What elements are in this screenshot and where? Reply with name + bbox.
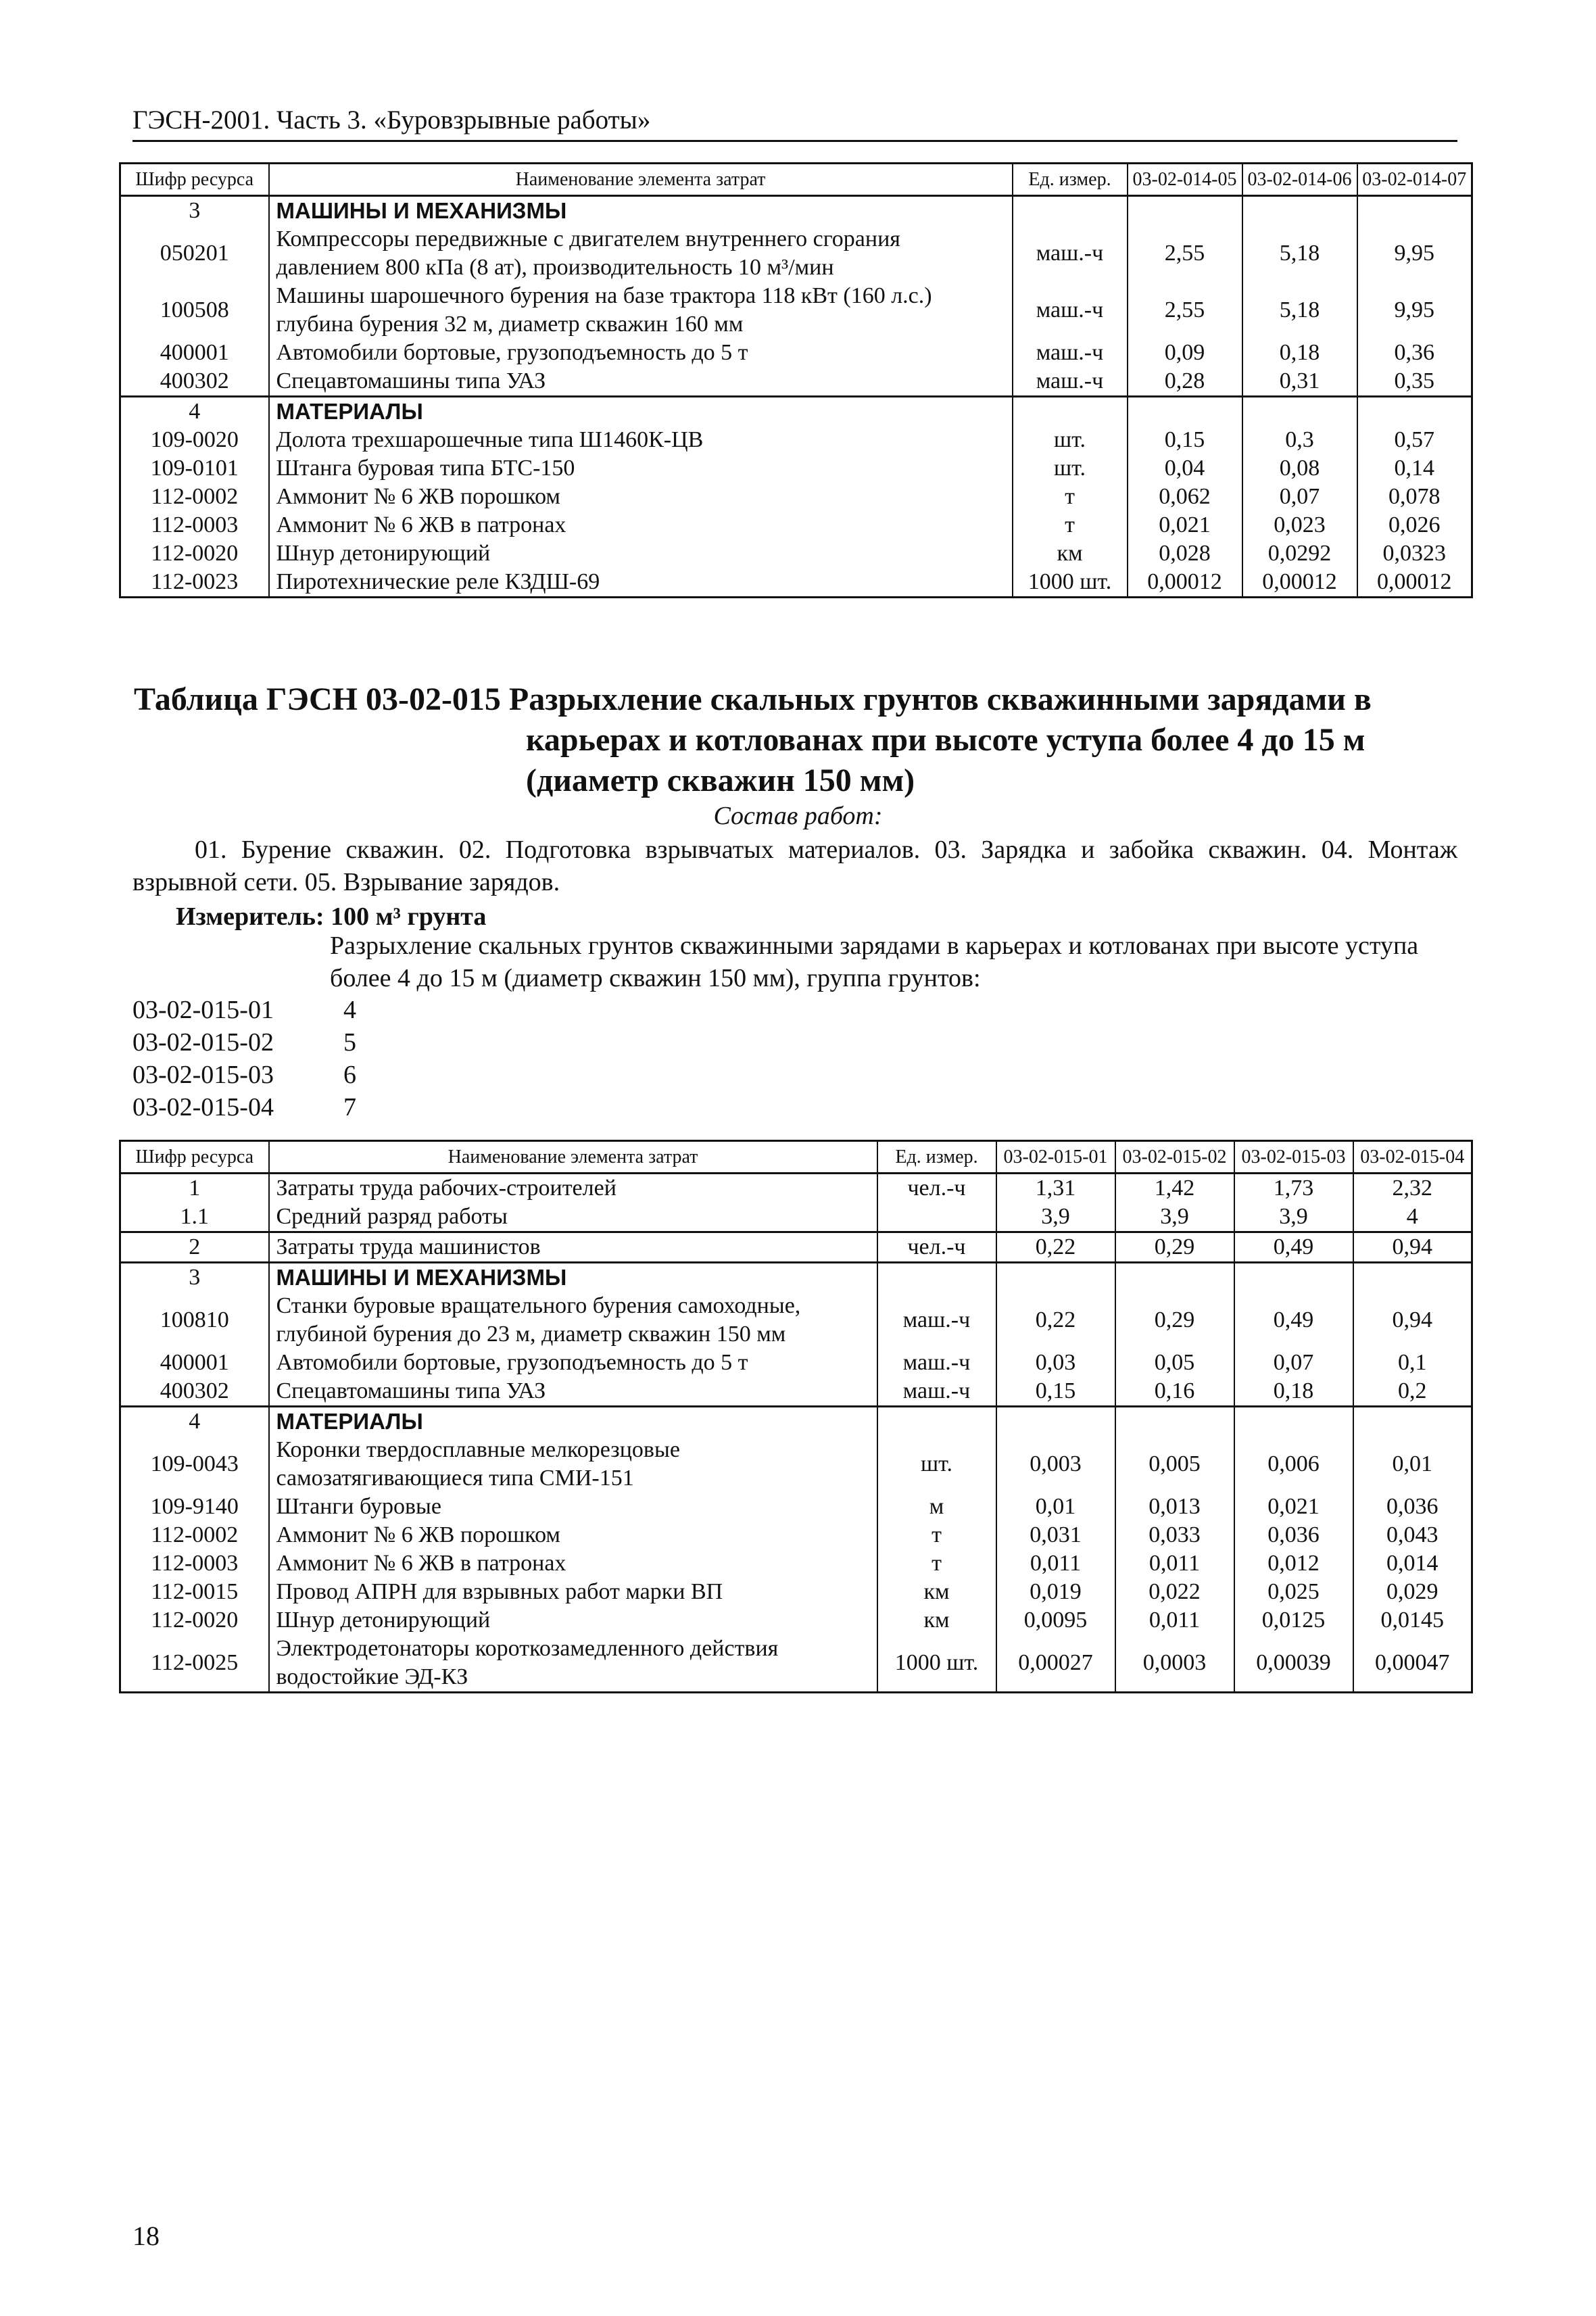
table-row [120, 339, 1472, 367]
cell-value [1115, 1263, 1234, 1293]
cell-value: 0,49 [1234, 1232, 1353, 1263]
table-header-row [120, 164, 1472, 196]
cell-value: 0,062 [1128, 483, 1242, 511]
cell-value: 0,57 [1357, 426, 1472, 454]
cell-value: 0,15 [1128, 426, 1242, 454]
cell-unit: шт. [1013, 454, 1128, 483]
cell-value: 0,35 [1357, 367, 1472, 397]
variant-list [132, 994, 356, 1124]
cell-name: Аммонит № 6 ЖВ порошком [269, 483, 1013, 511]
cell-value: 0,026 [1357, 511, 1472, 539]
section-row [120, 397, 1472, 427]
cell-value: 9,95 [1357, 225, 1472, 282]
cell-value: 1,42 [1115, 1174, 1234, 1203]
column-header-unit: Ед. измер. [1013, 164, 1128, 196]
table-row [120, 1174, 1472, 1203]
cell-name: Штанга буровая типа БТС-150 [269, 454, 1013, 483]
table-row [120, 1521, 1472, 1549]
cell-value: 4 [1353, 1203, 1472, 1232]
cell-value: 0,01 [1353, 1436, 1472, 1493]
table-title-line: карьерах и котлованах при высоте уступа более 4 до 15 м [526, 722, 1365, 758]
cell-name: Спецавтомашины типа УАЗ [269, 367, 1013, 397]
table-row [120, 1549, 1472, 1578]
cell-unit: т [877, 1549, 996, 1578]
cell-name: Автомобили бортовые, грузоподъемность до 5 т [269, 339, 1013, 367]
cell-value: 0,14 [1357, 454, 1472, 483]
cell-unit: маш.-ч [877, 1377, 996, 1407]
cell-unit: 1000 шт. [1013, 568, 1128, 598]
cell-value: 0,03 [996, 1349, 1115, 1377]
variant-item [132, 994, 356, 1026]
table-row [120, 426, 1472, 454]
cell-code: 109-0101 [120, 454, 269, 483]
cell-value: 9,95 [1357, 282, 1472, 339]
cell-code: 112-0002 [120, 1521, 269, 1549]
cell-unit: км [1013, 539, 1128, 568]
cell-name: Спецавтомашины типа УАЗ [269, 1377, 877, 1407]
cell-code: 050201 [120, 225, 269, 282]
cell-name: МАШИНЫ И МЕХАНИЗМЫ [269, 1263, 877, 1293]
variant-item [132, 1059, 356, 1091]
cell-unit [877, 1407, 996, 1437]
cell-name: Компрессоры передвижные с двигателем внутреннего сгорания давлением 800 кПа (8 ат), производительность 10 м³/мин [269, 225, 1013, 282]
cell-unit: т [877, 1521, 996, 1549]
table-body [120, 1174, 1472, 1693]
cell-value [1128, 397, 1242, 427]
cell-value: 0,0145 [1353, 1606, 1472, 1635]
table-row [120, 1436, 1472, 1493]
cell-unit: маш.-ч [1013, 282, 1128, 339]
variant-code: 03-02-015-03 [132, 1061, 274, 1089]
cell-value: 0,021 [1128, 511, 1242, 539]
cell-unit: маш.-ч [1013, 367, 1128, 397]
cell-value: 0,29 [1115, 1232, 1234, 1263]
cell-value: 5,18 [1242, 225, 1357, 282]
section-row [120, 1263, 1472, 1293]
cell-value [1115, 1407, 1234, 1437]
cell-value: 0,0323 [1357, 539, 1472, 568]
cell-unit: 1000 шт. [877, 1635, 996, 1693]
cell-code: 112-0002 [120, 483, 269, 511]
cell-value: 0,029 [1353, 1578, 1472, 1606]
cell-value: 0,00027 [996, 1635, 1115, 1693]
cell-name: Долота трехшарошечные типа Ш1460К-ЦВ [269, 426, 1013, 454]
column-header-code: Шифр ресурса [120, 164, 269, 196]
cell-value: 0,28 [1128, 367, 1242, 397]
cell-value: 0,00012 [1128, 568, 1242, 598]
cell-value: 5,18 [1242, 282, 1357, 339]
cell-value [1353, 1263, 1472, 1293]
cell-code: 400001 [120, 1349, 269, 1377]
cell-name: Затраты труда рабочих-строителей [269, 1174, 877, 1203]
cell-value: 3,9 [996, 1203, 1115, 1232]
cell-code: 112-0003 [120, 1549, 269, 1578]
cell-unit: т [1013, 483, 1128, 511]
column-header-variant: 03-02-015-03 [1234, 1141, 1353, 1174]
cell-code: 3 [120, 196, 269, 226]
table-row [120, 1203, 1472, 1232]
cell-value: 0,014 [1353, 1549, 1472, 1578]
table-row [120, 282, 1472, 339]
cell-unit: чел.-ч [877, 1232, 996, 1263]
cell-value: 0,3 [1242, 426, 1357, 454]
cell-code: 112-0020 [120, 1606, 269, 1635]
cell-value: 0,07 [1242, 483, 1357, 511]
cell-name: Автомобили бортовые, грузоподъемность до 5 т [269, 1349, 877, 1377]
cell-value: 0,08 [1242, 454, 1357, 483]
cell-value: 0,019 [996, 1578, 1115, 1606]
column-header-variant: 03-02-015-02 [1115, 1141, 1234, 1174]
cell-value: 1,31 [996, 1174, 1115, 1203]
cell-unit [1013, 196, 1128, 226]
cell-unit: шт. [1013, 426, 1128, 454]
cell-unit [877, 1263, 996, 1293]
table-row [120, 511, 1472, 539]
cell-value: 1,73 [1234, 1174, 1353, 1203]
cell-value: 2,32 [1353, 1174, 1472, 1203]
cell-value: 0,0125 [1234, 1606, 1353, 1635]
table-row [120, 367, 1472, 397]
resource-table-014 [119, 162, 1473, 598]
cell-value: 0,012 [1234, 1549, 1353, 1578]
column-header-variant: 03-02-014-07 [1357, 164, 1472, 196]
cell-value: 3,9 [1115, 1203, 1234, 1232]
column-header-unit: Ед. измер. [877, 1141, 996, 1174]
composition-text: 01. Бурение скважин. 02. Подготовка взрывчатых материалов. 03. Зарядка и забойка скважин. 04. Монтаж взрывной сети. 05. Взрывание зарядов. [132, 836, 1457, 896]
cell-name: МАШИНЫ И МЕХАНИЗМЫ [269, 196, 1013, 226]
cell-value: 0,31 [1242, 367, 1357, 397]
variant-group: 6 [343, 1061, 356, 1089]
cell-value: 0,09 [1128, 339, 1242, 367]
cell-unit: маш.-ч [877, 1349, 996, 1377]
table-row [120, 225, 1472, 282]
cell-name: Электродетонаторы короткозамедленного действия водостойкие ЭД-КЗ [269, 1635, 877, 1693]
variant-group: 4 [343, 996, 356, 1024]
cell-name: Аммонит № 6 ЖВ в патронах [269, 511, 1013, 539]
column-header-code: Шифр ресурса [120, 1141, 269, 1174]
cell-value: 0,021 [1234, 1493, 1353, 1521]
cell-code: 112-0020 [120, 539, 269, 568]
cell-value: 0,94 [1353, 1292, 1472, 1349]
table-row [120, 1292, 1472, 1349]
cell-value: 0,022 [1115, 1578, 1234, 1606]
cell-value [1234, 1263, 1353, 1293]
cell-code: 100508 [120, 282, 269, 339]
column-header-variant: 03-02-015-04 [1353, 1141, 1472, 1174]
table-row [120, 1606, 1472, 1635]
cell-name: Аммонит № 6 ЖВ в патронах [269, 1549, 877, 1578]
cell-value: 0,29 [1115, 1292, 1234, 1349]
cell-code: 109-9140 [120, 1493, 269, 1521]
cell-value [996, 1407, 1115, 1437]
variant-item [132, 1026, 356, 1059]
cell-value: 0,15 [996, 1377, 1115, 1407]
cell-value: 0,07 [1234, 1349, 1353, 1377]
cell-value: 0,01 [996, 1493, 1115, 1521]
cell-name: Аммонит № 6 ЖВ порошком [269, 1521, 877, 1549]
variant-code: 03-02-015-02 [132, 1028, 274, 1057]
cell-unit: м [877, 1493, 996, 1521]
cell-unit: маш.-ч [1013, 225, 1128, 282]
cell-code: 400001 [120, 339, 269, 367]
cell-unit [877, 1203, 996, 1232]
cell-unit: чел.-ч [877, 1174, 996, 1203]
table-row [120, 454, 1472, 483]
cell-name: Штанги буровые [269, 1493, 877, 1521]
cell-name: МАТЕРИАЛЫ [269, 1407, 877, 1437]
table-row [120, 1635, 1472, 1693]
cell-name: Провод АПРН для взрывных работ марки ВП [269, 1578, 877, 1606]
cell-value [1128, 196, 1242, 226]
variant-code: 03-02-015-01 [132, 996, 274, 1024]
page-number: 18 [132, 2221, 160, 2251]
table-row [120, 1493, 1472, 1521]
variant-group: 7 [343, 1093, 356, 1121]
cell-value [1357, 196, 1472, 226]
work-description: Разрыхление скальных грунтов скважинными зарядами в карьерах и котлованах при высоте уступа более 4 до 15 м (диаметр скважин 150 мм), группа грунтов: [330, 932, 1419, 992]
cell-value: 0,036 [1234, 1521, 1353, 1549]
cell-name: Затраты труда машинистов [269, 1232, 877, 1263]
cell-value: 0,94 [1353, 1232, 1472, 1263]
cell-code: 112-0025 [120, 1635, 269, 1693]
column-header-variant: 03-02-014-05 [1128, 164, 1242, 196]
cell-unit: маш.-ч [877, 1292, 996, 1349]
cell-value: 0,1 [1353, 1349, 1472, 1377]
cell-value: 2,55 [1128, 282, 1242, 339]
cell-value: 0,00012 [1242, 568, 1357, 598]
cell-value: 0,011 [1115, 1606, 1234, 1635]
cell-code: 109-0020 [120, 426, 269, 454]
cell-value [1242, 196, 1357, 226]
cell-value: 0,04 [1128, 454, 1242, 483]
table-row [120, 568, 1472, 598]
cell-value: 0,05 [1115, 1349, 1234, 1377]
column-header-variant: 03-02-015-01 [996, 1141, 1115, 1174]
cell-value: 0,0292 [1242, 539, 1357, 568]
cell-value: 0,043 [1353, 1521, 1472, 1549]
cell-value: 3,9 [1234, 1203, 1353, 1232]
cell-name: Средний разряд работы [269, 1203, 877, 1232]
cell-value: 0,36 [1357, 339, 1472, 367]
cell-value [996, 1263, 1115, 1293]
cell-code: 1 [120, 1174, 269, 1203]
column-header-name: Наименование элемента затрат [269, 1141, 877, 1174]
table-body [120, 196, 1472, 598]
cell-name: МАТЕРИАЛЫ [269, 397, 1013, 427]
cell-value: 0,0003 [1115, 1635, 1234, 1693]
cell-value: 0,00039 [1234, 1635, 1353, 1693]
cell-value [1242, 397, 1357, 427]
cell-value: 0,005 [1115, 1436, 1234, 1493]
section-row [120, 196, 1472, 226]
cell-value: 0,023 [1242, 511, 1357, 539]
cell-name: Машины шарошечного бурения на базе трактора 118 кВт (160 л.с.) глубина бурения 32 м, диаметр скважин 160 мм [269, 282, 1013, 339]
cell-value: 0,011 [996, 1549, 1115, 1578]
cell-unit: маш.-ч [1013, 339, 1128, 367]
cell-name: Пиротехнические реле КЗДШ-69 [269, 568, 1013, 598]
cell-value: 0,028 [1128, 539, 1242, 568]
table-title-line: Таблица ГЭСН 03-02-015 Разрыхление скальных грунтов скважинными зарядами в [134, 681, 1372, 717]
table-row [120, 1377, 1472, 1407]
cell-code: 112-0023 [120, 568, 269, 598]
cell-value: 0,22 [996, 1292, 1115, 1349]
cell-code: 400302 [120, 1377, 269, 1407]
cell-code: 400302 [120, 367, 269, 397]
cell-value: 0,2 [1353, 1377, 1472, 1407]
table-header-row [120, 1141, 1472, 1174]
running-header: ГЭСН-2001. Часть 3. «Буровзрывные работы» [132, 103, 1457, 142]
variant-code: 03-02-015-04 [132, 1093, 274, 1121]
table-row [120, 1578, 1472, 1606]
cell-name: Шнур детонирующий [269, 539, 1013, 568]
cell-value: 0,18 [1242, 339, 1357, 367]
cell-unit: т [1013, 511, 1128, 539]
cell-value [1353, 1407, 1472, 1437]
cell-code: 2 [120, 1232, 269, 1263]
cell-value: 0,0095 [996, 1606, 1115, 1635]
cell-value: 0,078 [1357, 483, 1472, 511]
cell-value: 0,18 [1234, 1377, 1353, 1407]
cell-unit [1013, 397, 1128, 427]
cell-name: Коронки твердосплавные мелкорезцовые самозатягивающиеся типа СМИ-151 [269, 1436, 877, 1493]
table-row [120, 483, 1472, 511]
cell-value: 0,00047 [1353, 1635, 1472, 1693]
cell-value [1357, 397, 1472, 427]
cell-value [1234, 1407, 1353, 1437]
table-row [120, 1232, 1472, 1263]
cell-name: Шнур детонирующий [269, 1606, 877, 1635]
cell-value: 0,011 [1115, 1549, 1234, 1578]
cell-code: 112-0015 [120, 1578, 269, 1606]
column-header-name: Наименование элемента затрат [269, 164, 1013, 196]
cell-value: 0,031 [996, 1521, 1115, 1549]
cell-value: 0,22 [996, 1232, 1115, 1263]
composition-heading: Состав работ: [713, 802, 883, 830]
cell-value: 0,013 [1115, 1493, 1234, 1521]
cell-value: 0,16 [1115, 1377, 1234, 1407]
table-title [134, 679, 1445, 801]
resource-table-015 [119, 1140, 1473, 1693]
cell-value: 0,025 [1234, 1578, 1353, 1606]
table-row [120, 1349, 1472, 1377]
cell-code: 4 [120, 1407, 269, 1437]
measure-unit: Измеритель: 100 м³ грунта [176, 902, 487, 931]
cell-name: Станки буровые вращательного бурения самоходные, глубиной бурения до 23 м, диаметр скважин 150 мм [269, 1292, 877, 1349]
table-row [120, 539, 1472, 568]
cell-code: 4 [120, 397, 269, 427]
cell-unit: км [877, 1578, 996, 1606]
cell-code: 112-0003 [120, 511, 269, 539]
cell-code: 100810 [120, 1292, 269, 1349]
cell-code: 109-0043 [120, 1436, 269, 1493]
cell-value: 0,003 [996, 1436, 1115, 1493]
column-header-variant: 03-02-014-06 [1242, 164, 1357, 196]
cell-value: 0,036 [1353, 1493, 1472, 1521]
cell-unit: шт. [877, 1436, 996, 1493]
cell-code: 1.1 [120, 1203, 269, 1232]
cell-value: 0,49 [1234, 1292, 1353, 1349]
cell-code: 3 [120, 1263, 269, 1293]
variant-item [132, 1091, 356, 1124]
cell-value: 0,033 [1115, 1521, 1234, 1549]
cell-unit: км [877, 1606, 996, 1635]
table-title-line: (диаметр скважин 150 мм) [526, 763, 915, 798]
cell-value: 2,55 [1128, 225, 1242, 282]
variant-group: 5 [343, 1028, 356, 1057]
section-row [120, 1407, 1472, 1437]
cell-value: 0,00012 [1357, 568, 1472, 598]
cell-value: 0,006 [1234, 1436, 1353, 1493]
